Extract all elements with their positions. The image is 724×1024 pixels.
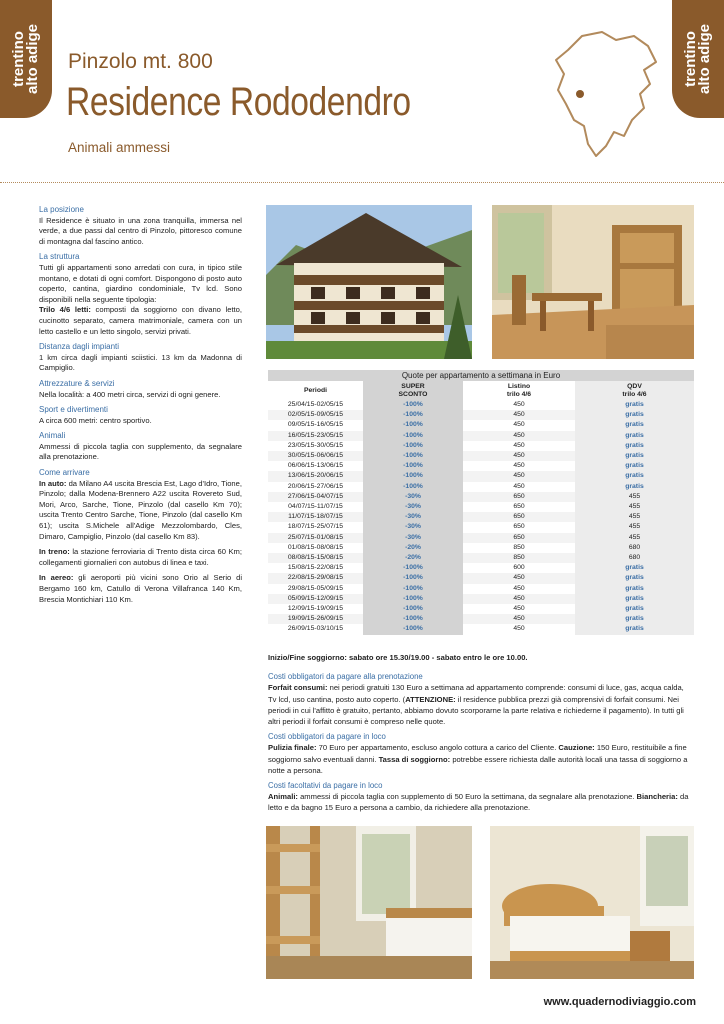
qdv-cell: gratis: [575, 594, 694, 604]
distanza-heading: Distanza dagli impianti: [39, 342, 120, 352]
struttura-text: [39, 263, 242, 305]
aereo-text: [39, 573, 242, 605]
qdv-cell: gratis: [575, 482, 694, 492]
biancheria-label: Biancheria:: [636, 792, 678, 802]
period-cell: 25/04/15-02/05/15: [287, 401, 344, 408]
photo-living-room: [492, 205, 694, 359]
listino-cell: 450: [463, 573, 575, 583]
super-sconto-cell: -100%: [363, 461, 463, 471]
qdv-cell: 455: [575, 502, 694, 512]
aereo-body: gli aeroporti più vicini sono Orio al Serio di Bergamo 160 km, Catullo di Verona Villafranca 140 Km, Brescia Montichiari 110 Km.: [39, 573, 243, 604]
qdv-cell: 455: [575, 533, 694, 543]
struttura-body: Tutti gli appartamenti sono arredati con cura, in tipico stile montano, e dotati di ogni comfort. Dispongono di posto auto coperto, cantina, giardino condominiale, Tv lcd. Sono disponibili nella seguente tipologia:: [39, 262, 242, 304]
loco-text: [268, 742, 694, 776]
qdv-cell: gratis: [575, 563, 694, 573]
price-header-row: [268, 381, 694, 400]
listino-cell: 450: [463, 410, 575, 420]
table-row: [268, 492, 694, 502]
col-super-line1: SUPER: [401, 383, 425, 390]
sport-heading: Sport e divertimenti: [39, 405, 108, 415]
listino-cell: 450: [463, 471, 575, 481]
super-sconto-cell: -100%: [363, 624, 463, 634]
table-row: [268, 522, 694, 532]
qdv-cell: 455: [575, 492, 694, 502]
listino-cell: 450: [513, 421, 525, 429]
super-sconto-cell: -30%: [363, 533, 463, 543]
super-sconto-cell: -30%: [363, 492, 463, 502]
qdv-cell: gratis: [575, 471, 694, 481]
qdv-cell: gratis: [575, 614, 694, 624]
animali-fee-label: Animali:: [268, 792, 298, 802]
col-qdv-line2: trilo 4/6: [622, 391, 647, 398]
super-sconto-cell: -100%: [363, 471, 463, 481]
listino-cell: 650: [513, 523, 525, 531]
forfait-label: Forfait consumi:: [268, 683, 328, 693]
location-subtitle: Pinzolo mt. 800: [68, 50, 213, 73]
super-sconto-cell: -100%: [363, 420, 463, 430]
table-row: [268, 471, 694, 481]
region-map-icon: [544, 28, 664, 168]
treno-text: [39, 547, 242, 568]
listino-cell: 450: [513, 584, 525, 592]
region-tab-right: [672, 0, 724, 118]
super-sconto-cell: -20%: [363, 553, 463, 563]
obbl-pren-heading: Costi obbligatori da pagare alla prenotazione: [268, 672, 423, 682]
table-row: [268, 482, 694, 492]
trilo-text: [39, 305, 242, 337]
region-tab-left-line2: alto adige: [24, 23, 42, 95]
super-sconto-cell: -20%: [363, 543, 463, 553]
table-row: [268, 461, 694, 471]
qdv-cell: gratis: [575, 441, 694, 451]
price-table: [268, 370, 694, 635]
table-row: [268, 502, 694, 512]
aereo-label: In aereo:: [39, 573, 74, 583]
col-listino-line1: Listino: [507, 383, 531, 390]
period-cell: 04/07/15-11/07/15: [288, 503, 343, 511]
period-cell: 02/05/15-09/05/15: [268, 410, 363, 420]
cauzione-body: 150 Euro, restituibile a fine soggiorno salvo eventuali danni.: [268, 743, 687, 764]
table-row: [268, 431, 694, 441]
attrezzature-heading: Attrezzature & servizi: [39, 378, 115, 388]
table-row: [268, 553, 694, 563]
qdv-cell: gratis: [575, 410, 694, 420]
attrezzature-text: Nella località: a 400 metri circa, servizi di ogni genere.: [39, 389, 221, 399]
trilo-label: Trilo 4/6 letti:: [39, 305, 91, 315]
table-row: [268, 441, 694, 451]
listino-cell: 650: [463, 533, 575, 543]
period-cell: 16/05/15-23/05/15: [268, 431, 363, 441]
super-sconto-cell: -100%: [363, 410, 463, 420]
qdv-cell: gratis: [575, 461, 694, 471]
listino-cell: 450: [463, 431, 575, 441]
super-sconto-cell: -100%: [363, 573, 463, 583]
trilo-body: composti da soggiorno con divano letto, cucinotto separato, camera matrimoniale, camera con un letto castello e un letto singolo, servizi privati.: [39, 305, 242, 336]
animali-text: Ammessi di piccola taglia con supplemento, da segnalare alla prenotazione.: [39, 441, 242, 462]
col-super: [363, 381, 463, 400]
super-sconto-cell: -30%: [363, 502, 463, 512]
table-row: [268, 410, 694, 420]
posizione-text: Il Residence è situato in una zona tranquilla, immersa nel verde, a due passi dal centro di Pinzolo, pittoresco comune di montagna dal fascino antico.: [39, 215, 242, 246]
photo-double-bedroom: [490, 826, 694, 979]
period-cell: 05/09/15-12/09/15: [268, 594, 363, 604]
table-row: [268, 624, 694, 634]
listino-cell: 600: [513, 564, 525, 572]
listino-cell: 450: [513, 441, 525, 449]
auto-body: da Milano A4 uscita Brescia Est, Lago d'Idro, Tione, Pinzolo; dalla Modena-Brennero A22 uscita Rovereto Sud, Mori, Arco, Sarche, Tione, Pinzolo (dal casello Km 70); uscita Trento Centro Sarche, Tione, Pinzolo (dal casello Km 61); uscita S.Michele all'Adige Mezzolombardo, Cles, Dimaro, Campiglio, Pinzolo (dal casello Km 83).: [39, 478, 242, 541]
period-cell: 26/09/15-03/10/15: [287, 625, 344, 633]
region-tab-left-label: [12, 24, 40, 94]
region-tab-right-line1: trentino: [682, 31, 700, 87]
qdv-cell: 680: [575, 553, 694, 563]
page-title: Residence Rododendro: [66, 80, 411, 124]
table-row: [268, 543, 694, 553]
qdv-cell: gratis: [575, 431, 694, 441]
tassa-label: Tassa di soggiorno:: [378, 754, 451, 764]
notes-section: [268, 652, 694, 818]
super-sconto-cell: -100%: [363, 482, 463, 492]
period-cell: 11/07/15-18/07/15: [268, 512, 363, 522]
forfait-text: [268, 682, 694, 727]
treno-label: In treno:: [39, 547, 70, 557]
period-cell: 27/06/15-04/07/15: [268, 492, 363, 502]
table-row: [268, 594, 694, 604]
super-sconto-cell: -100%: [363, 441, 463, 451]
posizione-heading: La posizione: [39, 205, 84, 214]
period-cell: 22/08/15-29/08/15: [268, 573, 363, 583]
table-row: [268, 614, 694, 624]
super-sconto-cell: -100%: [363, 431, 463, 441]
arrivare-heading: Come arrivare: [39, 468, 90, 478]
table-row: [268, 420, 694, 430]
listino-cell: 450: [513, 401, 525, 408]
listino-cell: 450: [463, 451, 575, 461]
info-column: [39, 205, 242, 610]
cauzione-label: Cauzione:: [558, 743, 595, 753]
struttura-heading: La struttura: [39, 252, 80, 262]
listino-cell: 450: [513, 462, 525, 470]
table-row: [268, 400, 694, 410]
period-cell: 25/07/15-01/08/15: [268, 533, 363, 543]
listino-cell: 450: [513, 625, 525, 633]
attenzione-label: ATTENZIONE:: [405, 694, 456, 704]
col-qdv: [575, 381, 694, 400]
super-sconto-cell: -30%: [363, 512, 463, 522]
period-cell: 12/09/15-19/09/15: [287, 605, 344, 613]
qdv-cell: 680: [575, 543, 694, 553]
forfait-body2: il residence pubblica prezzi già comprensivi di forfait consumi. Nei periodi in cui l'affitto è gratuito, pertanto, abbiamo dovuto scorporarne la parte relativa e richiederne il pagamento). In tutti gli altri periodi il forfait consumi è compreso nelle quote.: [268, 694, 684, 727]
qdv-cell: gratis: [575, 573, 694, 583]
col-qdv-line1: QDV: [627, 383, 642, 390]
super-sconto-cell: -100%: [363, 584, 463, 594]
qdv-cell: 455: [575, 522, 694, 532]
facolt-text: [268, 791, 694, 813]
header-divider: [0, 182, 724, 183]
table-row: [268, 584, 694, 594]
website-link[interactable]: www.quadernodiviaggio.com: [543, 996, 696, 1008]
tagline: Animali ammessi: [68, 140, 171, 155]
biancheria-body: da letto e da bagno 15 Euro a persona a cambio, da richiedere alla prenotazione.: [268, 792, 689, 813]
period-cell: 29/08/15-05/09/15: [287, 584, 344, 592]
period-cell: 15/08/15-22/08/15: [287, 564, 344, 572]
period-cell: 18/07/15-25/07/15: [287, 523, 344, 531]
region-tab-left: [0, 0, 52, 118]
col-listino: [463, 381, 575, 400]
col-super-line2: SCONTO: [398, 391, 428, 398]
listino-cell: 450: [513, 482, 525, 490]
qdv-cell: gratis: [575, 604, 694, 614]
period-cell: 06/06/15-13/06/15: [287, 462, 344, 470]
treno-body: la stazione ferroviaria di Trento dista circa 60 Km; collegamenti giornalieri con autobus di linea e taxi.: [39, 547, 242, 567]
qdv-cell: gratis: [575, 624, 694, 634]
listino-cell: 650: [463, 492, 575, 502]
region-tab-right-line2: alto adige: [696, 23, 714, 95]
animali-heading: Animali: [39, 431, 66, 441]
auto-label: In auto:: [39, 478, 67, 488]
location-marker-icon: [576, 90, 584, 98]
qdv-cell: gratis: [575, 584, 694, 594]
checkin-text: Inizio/Fine soggiorno: sabato ore 15.30/19.00 - sabato entro le ore 10.00.: [268, 653, 528, 662]
period-cell: 09/05/15-16/05/15: [287, 421, 344, 429]
period-cell: 23/05/15-30/05/15: [287, 441, 344, 449]
listino-cell: 450: [463, 614, 575, 624]
table-row: [268, 604, 694, 614]
price-grid: [268, 381, 694, 635]
listino-cell: 850: [463, 553, 575, 563]
table-row: [268, 451, 694, 461]
auto-text: [39, 479, 242, 543]
pulizia-body: 70 Euro per appartamento, escluso angolo cottura a carico del Cliente.: [316, 743, 559, 753]
animali-fee-body: ammessi di piccola taglia con supplemento di 50 Euro la settimana, da segnalare alla prenotazione.: [297, 792, 637, 802]
distanza-text: 1 km circa dagli impianti sciistici. 13 km da Madonna di Campiglio.: [39, 352, 242, 373]
region-tab-left-line1: trentino: [10, 31, 28, 87]
tassa-body: potrebbe essere richiesta dalle autorità locali una tassa di soggiorno a notte a persona.: [268, 754, 688, 775]
listino-cell: 450: [513, 605, 525, 613]
sport-text: A circa 600 metri: centro sportivo.: [39, 415, 152, 425]
super-sconto-cell: -100%: [363, 400, 463, 410]
qdv-cell: gratis: [575, 400, 694, 410]
price-table-caption: Quote per appartamento a settimana in Euro: [268, 370, 694, 381]
super-sconto-cell: -100%: [363, 563, 463, 573]
obbl-loco-heading: Costi obbligatori da pagare in loco: [268, 732, 386, 742]
photo-bunk-room: [266, 826, 472, 979]
super-sconto-cell: -100%: [363, 614, 463, 624]
col-periodi: Periodi: [268, 381, 363, 400]
qdv-cell: gratis: [575, 420, 694, 430]
table-row: [268, 512, 694, 522]
pulizia-label: Pulizia finale:: [268, 743, 317, 753]
facolt-heading: Costi facoltativi da pagare in loco: [268, 781, 383, 791]
col-listino-line2: trilo 4/6: [506, 391, 532, 398]
listino-cell: 650: [463, 512, 575, 522]
qdv-cell: gratis: [575, 451, 694, 461]
listino-cell: 850: [513, 543, 525, 551]
listino-cell: 450: [463, 594, 575, 604]
period-cell: 30/05/15-06/06/15: [268, 451, 363, 461]
period-cell: 19/09/15-26/09/15: [268, 614, 363, 624]
super-sconto-cell: -100%: [363, 451, 463, 461]
period-cell: 13/06/15-20/06/15: [268, 471, 363, 481]
listino-cell: 650: [513, 503, 525, 511]
super-sconto-cell: -100%: [363, 594, 463, 604]
table-row: [268, 563, 694, 573]
table-row: [268, 533, 694, 543]
period-cell: 08/08/15-15/08/15: [268, 553, 363, 563]
qdv-cell: 455: [575, 512, 694, 522]
super-sconto-cell: -100%: [363, 604, 463, 614]
photo-exterior: [266, 205, 472, 359]
period-cell: 20/06/15-27/06/15: [287, 482, 344, 490]
super-sconto-cell: -30%: [363, 522, 463, 532]
forfait-body1: nei periodi gratuiti 130 Euro a settimana ad appartamento comprende: consumi di luce, gas, acqua calda, Tv lcd, uso cantina, posto auto coperto. (: [268, 683, 684, 704]
table-row: [268, 573, 694, 583]
period-cell: 01/08/15-08/08/15: [287, 543, 344, 551]
region-tab-right-label: [684, 24, 712, 94]
